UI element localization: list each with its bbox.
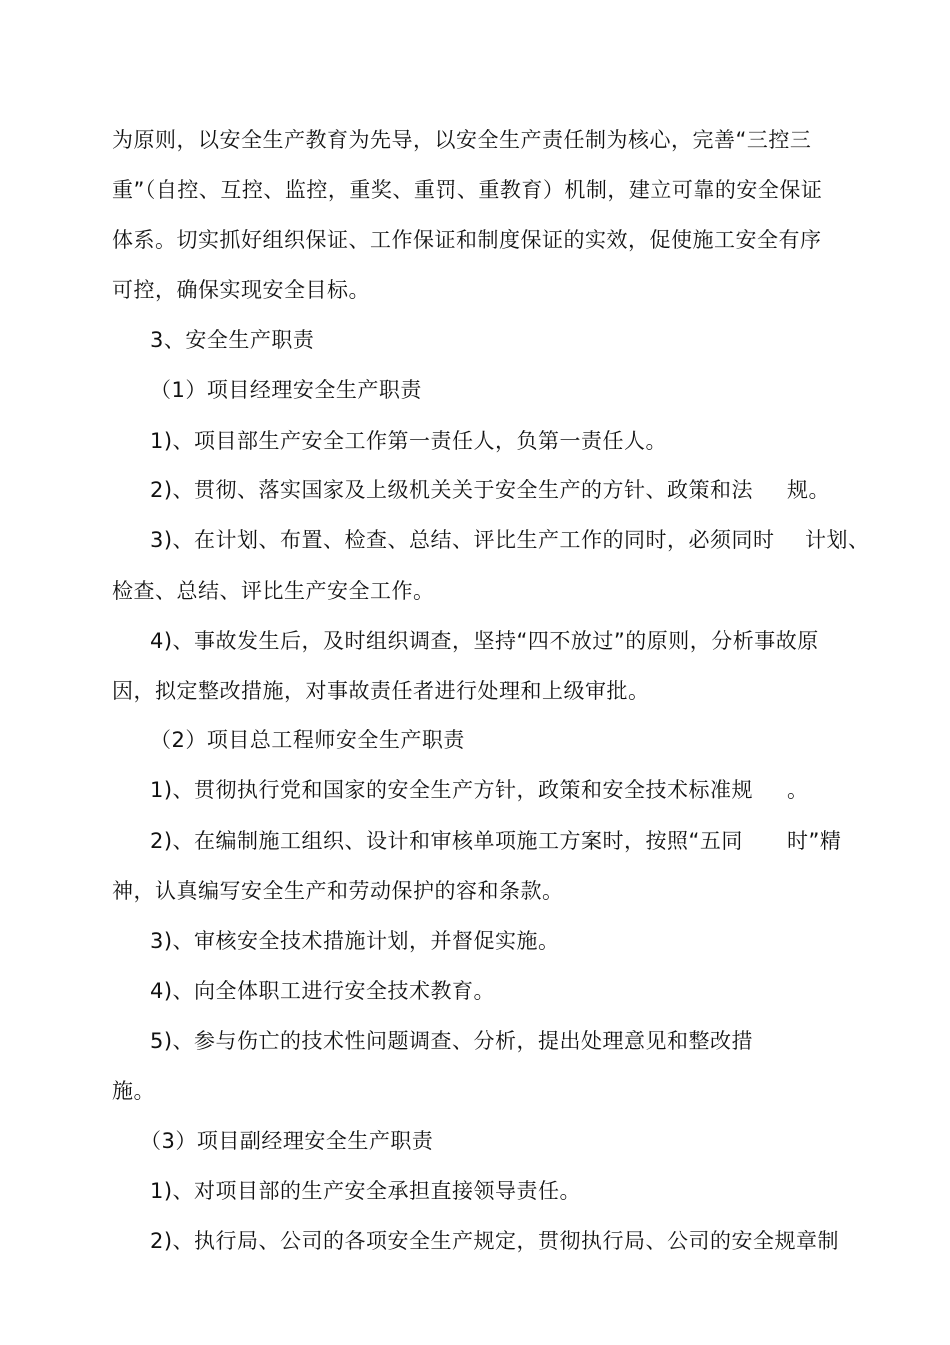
list-item-tail: 计划、: [805, 528, 870, 552]
list-item-continuation: 施。: [112, 1079, 155, 1103]
paragraph-line: 为原则，以安全生产教育为先导，以安全生产责任制为核心，完善“三控三: [112, 128, 812, 152]
list-item-continuation: 检查、总结、评比生产安全工作。: [112, 579, 435, 603]
list-item: 2)、执行局、公司的各项安全生产规定，贯彻执行局、公司的安全规章制: [150, 1229, 840, 1253]
subsection-heading: （2）项目总工程师安全生产职责: [150, 728, 465, 752]
paragraph-line: 可控，确保实现安全目标。: [112, 278, 370, 302]
paragraph-line: 体系。切实抓好组织保证、工作保证和制度保证的实效，促使施工安全有序: [112, 228, 822, 252]
paragraph-line: 重”（自控、互控、监控，重奖、重罚、重教育）机制，建立可靠的安全保证: [112, 178, 823, 202]
list-item: 3)、审核安全技术措施计划，并督促实施。: [150, 929, 560, 953]
list-item: 4)、向全体职工进行安全技术教育。: [150, 979, 496, 1003]
list-item: 1)、贯彻执行党和国家的安全生产方针，政策和安全技术标准规: [150, 778, 754, 802]
list-item: 2)、贯彻、落实国家及上级机关关于安全生产的方针、政策和法: [150, 478, 754, 502]
list-item: 1)、对项目部的生产安全承担直接领导责任。: [150, 1179, 582, 1203]
list-item: 4)、事故发生后，及时组织调查，坚持“四不放过”的原则，分析事故原: [150, 629, 819, 653]
list-item-continuation: 因，拟定整改措施，对事故责任者进行处理和上级审批。: [112, 679, 650, 703]
list-item: 5)、参与伤亡的技术性问题调查、分析，提出处理意见和整改措: [150, 1029, 754, 1053]
list-item-continuation: 神，认真编写安全生产和劳动保护的容和条款。: [112, 879, 564, 903]
list-item-tail: 时”精: [787, 829, 842, 853]
list-item: 1)、项目部生产安全工作第一责任人，负第一责任人。: [150, 429, 668, 453]
list-item: 2)、在编制施工组织、设计和审核单项施工方案时，按照“五同: [150, 829, 743, 853]
subsection-heading: （1）项目经理安全生产职责: [150, 378, 422, 402]
section-heading: 3、安全生产职责: [150, 328, 315, 352]
list-item: 3)、在计划、布置、检查、总结、评比生产工作的同时，必须同时: [150, 528, 775, 552]
list-item-tail: 规。: [787, 478, 830, 502]
list-item-tail: 。: [787, 778, 809, 802]
subsection-heading: （3）项目副经理安全生产职责: [140, 1129, 434, 1153]
